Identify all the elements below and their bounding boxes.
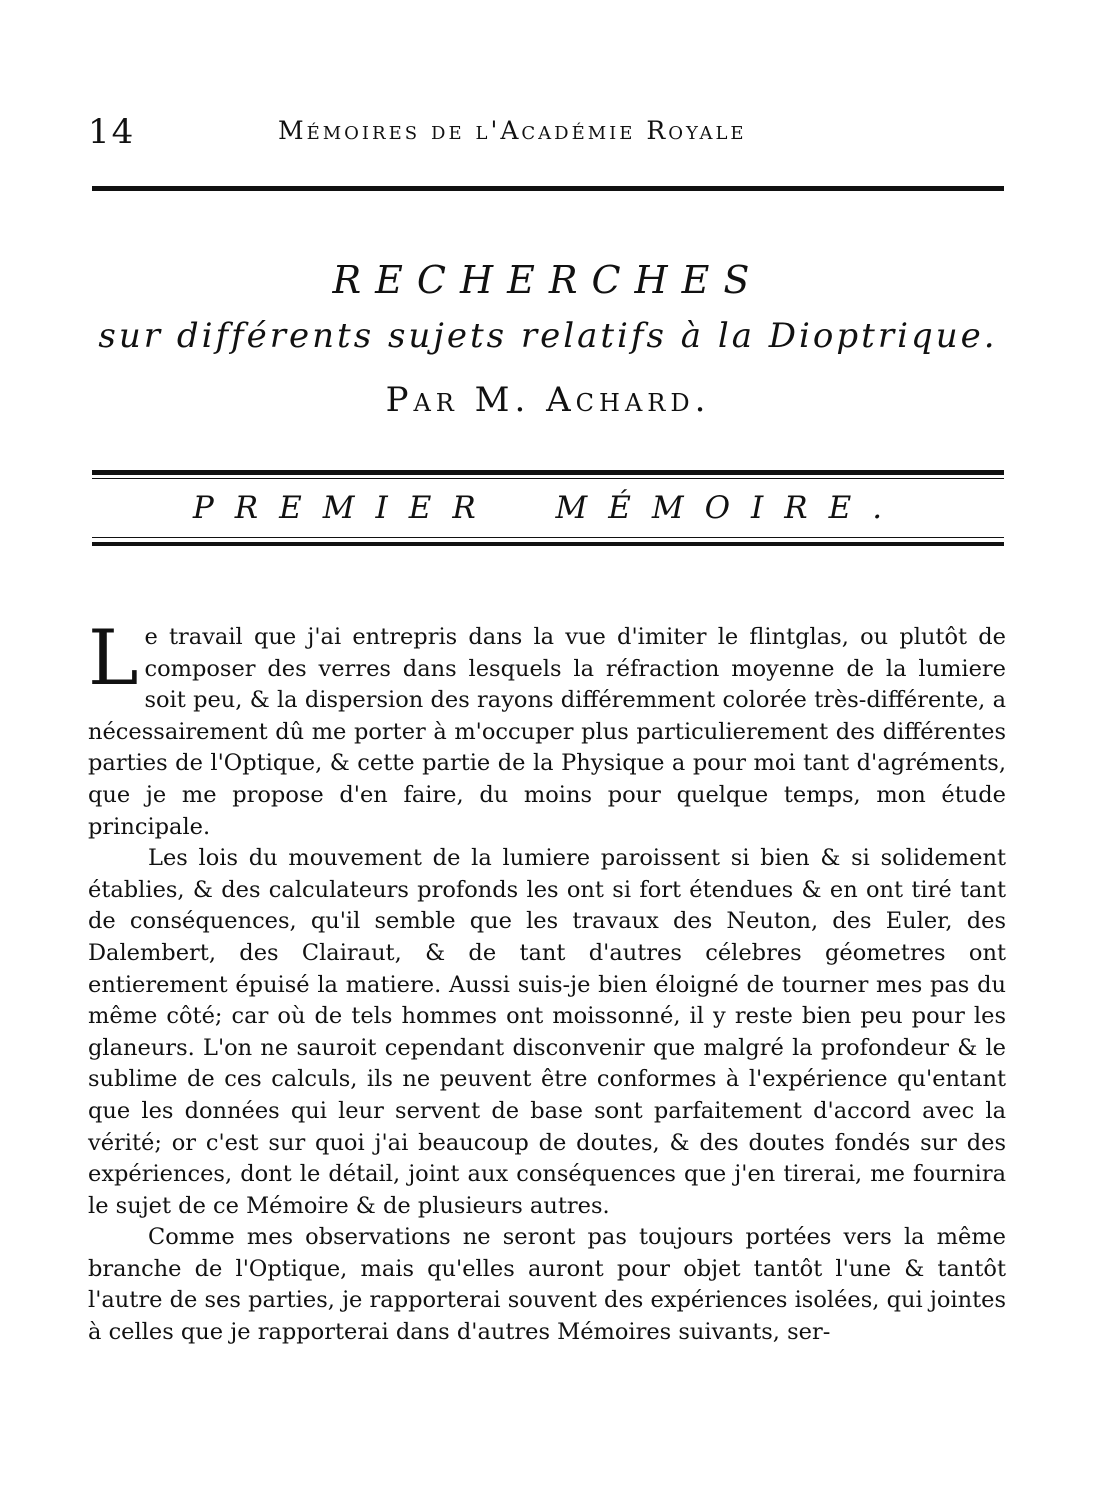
paragraph (88, 613, 1006, 843)
section-heading: PREMIER MÉMOIRE. (192, 490, 904, 526)
journal-title: Mémoires de l'Académie Royale (278, 116, 747, 145)
section-rule-bottom-thin (92, 537, 1004, 538)
drop-cap: L (88, 613, 139, 702)
section-rule-top-thin (92, 478, 1004, 479)
article-subtitle: sur différents sujets relatifs à la Dioptrique. (98, 316, 998, 356)
body-text (88, 613, 1006, 1349)
header-rule (92, 186, 1004, 191)
paragraph: Les lois du mouvement de la lumiere paroissent si bien & si solidement établies, & des calculateurs profonds les ont si fort étendues & en ont tiré tant de conséquences, qu'il semble que les travaux des Neuton, des Euler, des Dalembert, des Clairaut, & de tant d'autres célebres géometres ont entierement épuisé la matiere. Aussi suis-je bien éloigné de tourner mes pas du même côté; car où de tels hommes ont moissonné, il y reste bien peu pour les glaneurs. L'on ne sauroit cependant disconvenir que malgré la profondeur & le sublime de ces calculs, ils ne peuvent être conformes à l'expérience qu'entant que les données qui leur servent de base sont parfaitement d'accord avec la vérité; or c'est sur quoi j'ai beaucoup de doutes, & des doutes fondés sur des expériences, dont le détail, joint aux conséquences que j'en tirerai, me fournira le sujet de ce Mémoire & de plusieurs autres. (88, 845, 1006, 1219)
running-head (88, 112, 1004, 152)
section-rule-top-thick (92, 470, 1004, 475)
article-title: RECHERCHES (332, 258, 764, 302)
page-number: 14 (88, 112, 136, 152)
paragraph-text: e travail que j'ai entrepris dans la vue d'imiter le flintglas, ou plutôt de composer des verres dans lesquels la réfraction moyenne de la lumiere soit peu, & la dispersion des rayons différemment colorée très-différente, a nécessairement dû me porter à m'occuper plus particulierement des différentes parties de l'Optique, & cette partie de la Physique a pour moi tant d'agréments, que je me propose d'en faire, du moins pour quelque temps, mon étude principale. (88, 624, 1006, 840)
paragraph: Comme mes observations ne seront pas toujours portées vers la même branche de l'Optique, mais qu'elles auront pour objet tantôt l'une & tantôt l'autre de ses parties, je rapporterai souvent des expériences isolées, qui jointes à celles que je rapporterai dans d'autres Mémoires suivants, ser- (88, 1224, 1006, 1346)
article-author: Par M. Achard. (385, 380, 711, 420)
section-rule-bottom-thick (92, 542, 1004, 546)
